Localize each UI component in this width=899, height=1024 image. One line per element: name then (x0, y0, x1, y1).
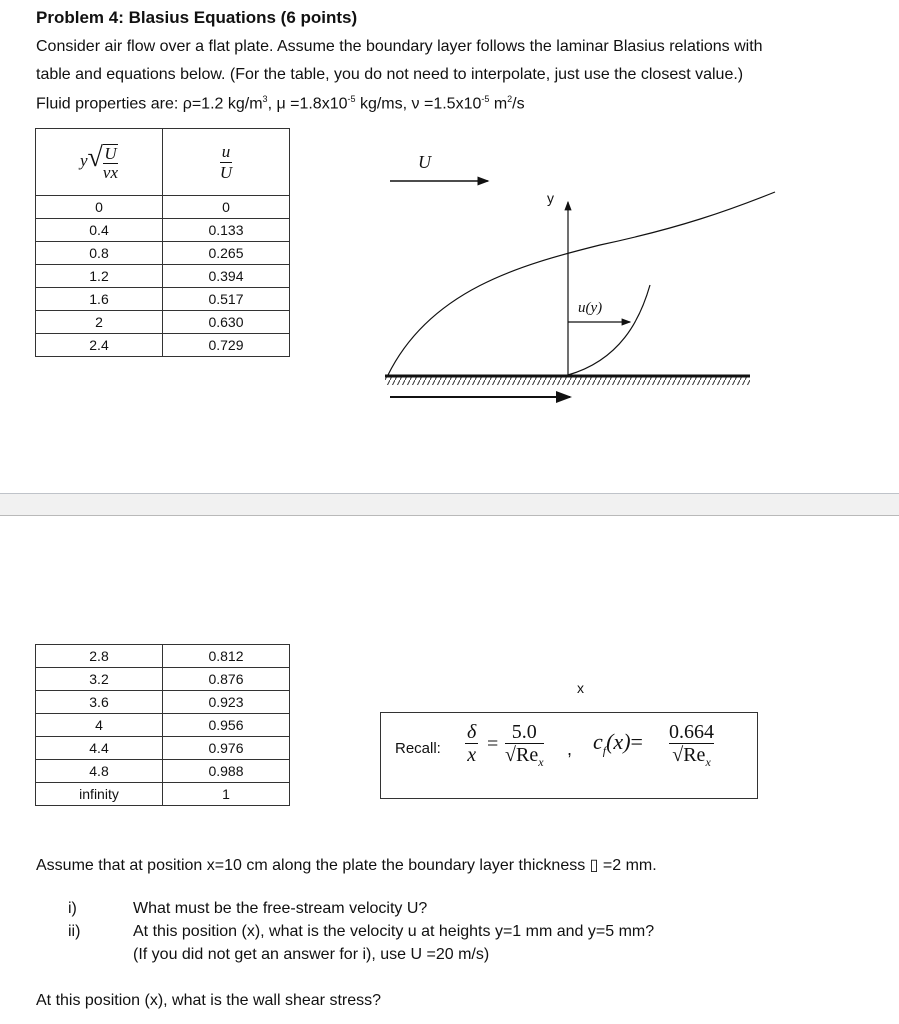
eta-cell: 0.8 (36, 242, 163, 265)
boundary-layer-edge (388, 192, 775, 375)
table-row (36, 691, 290, 714)
velocity-ratio-cell: 0.517 (163, 288, 290, 311)
eta-cell: 2 (36, 311, 163, 334)
table-row (36, 737, 290, 760)
eta-cell: 3.6 (36, 691, 163, 714)
recall-label: Recall: (395, 740, 441, 757)
eta-cell: 2.8 (36, 645, 163, 668)
velocity-ratio-cell: 0.265 (163, 242, 290, 265)
velocity-ratio-cell: 0.923 (163, 691, 290, 714)
velocity-profile-curve (568, 285, 650, 375)
delta-over-x: δ x (467, 721, 477, 766)
question-ii-text: At this position (x), what is the velocity u at heights y=1 mm and y=5 mm? (133, 923, 655, 940)
eta-cell: 3.2 (36, 668, 163, 691)
profile-label: u(y) (578, 300, 603, 316)
x-axis-label: x (577, 680, 584, 696)
freestream-label: U (418, 152, 431, 172)
thickness-fraction: 5.0 $√Re_x$ (505, 721, 544, 769)
fluid-properties: Fluid properties are: ρ=1.2 $kg/m^3$, $\mu =1.8x10^{-5}$ kg/ms, $\nu =1.5x10^{-5}$ $m^2/s$ (36, 94, 525, 113)
table-row (36, 783, 290, 806)
comma: , (567, 739, 573, 759)
question-ii-number: ii) (68, 923, 81, 940)
question-i-text: What must be the free-stream velocity U? (133, 900, 428, 917)
velocity-ratio-cell: 0.956 (163, 714, 290, 737)
equals-sign: = (487, 733, 499, 755)
eta-cell: 4.8 (36, 760, 163, 783)
eta-cell: infinity (36, 783, 163, 806)
velocity-ratio-cell: 0.133 (163, 219, 290, 242)
eta-cell: 1.2 (36, 265, 163, 288)
recall-box (380, 712, 758, 799)
page-break-band (0, 493, 899, 516)
eta-cell: 4.4 (36, 737, 163, 760)
velocity-ratio-cell: 0.729 (163, 334, 290, 357)
table-row (36, 760, 290, 783)
flat-plate-diagram (0, 0, 899, 430)
assumption-text: Assume that at position x=10 cm along the plate the boundary layer thickness ▯ =2 mm. (36, 857, 657, 874)
problem-title: Problem 4: Blasius Equations (6 points) (36, 8, 358, 27)
eta-cell: 2.4 (36, 334, 163, 357)
table-row (36, 668, 290, 691)
velocity-ratio-cell: 0.876 (163, 668, 290, 691)
y-axis-label: y (547, 190, 554, 206)
velocity-ratio-cell: 0.988 (163, 760, 290, 783)
question-i-number: i) (68, 900, 77, 917)
intro-line-1: Consider air flow over a flat plate. Assume the boundary layer follows the laminar Blasius relations with (36, 38, 763, 55)
table-row (36, 645, 290, 668)
velocity-ratio-cell: 0.630 (163, 311, 290, 334)
intro-line-2: table and equations below. (For the table, you do not need to interpolate, just use the closest value.) (36, 66, 744, 83)
cf-symbol: $c_f(x)=$ (593, 729, 643, 758)
blasius-table-part2 (35, 644, 290, 806)
final-question: At this position (x), what is the wall shear stress? (36, 992, 382, 1009)
header-eta: y√ $\frac{U}{\nu x}$ (36, 129, 163, 196)
table-row (36, 714, 290, 737)
header-velocity-ratio: $\frac{u}{U}$ (163, 129, 290, 196)
eta-cell: 0.4 (36, 219, 163, 242)
velocity-ratio-cell: 1 (163, 783, 290, 806)
cf-fraction: 0.664 $√Re_x$ (669, 721, 714, 769)
velocity-ratio-cell: 0.812 (163, 645, 290, 668)
velocity-ratio-cell: 0.976 (163, 737, 290, 760)
velocity-ratio-cell: 0.394 (163, 265, 290, 288)
question-ii-note: (If you did not get an answer for i), use U =20 m/s) (133, 946, 490, 963)
velocity-ratio-cell: 0 (163, 196, 290, 219)
eta-cell: 0 (36, 196, 163, 219)
eta-cell: 4 (36, 714, 163, 737)
eta-cell: 1.6 (36, 288, 163, 311)
